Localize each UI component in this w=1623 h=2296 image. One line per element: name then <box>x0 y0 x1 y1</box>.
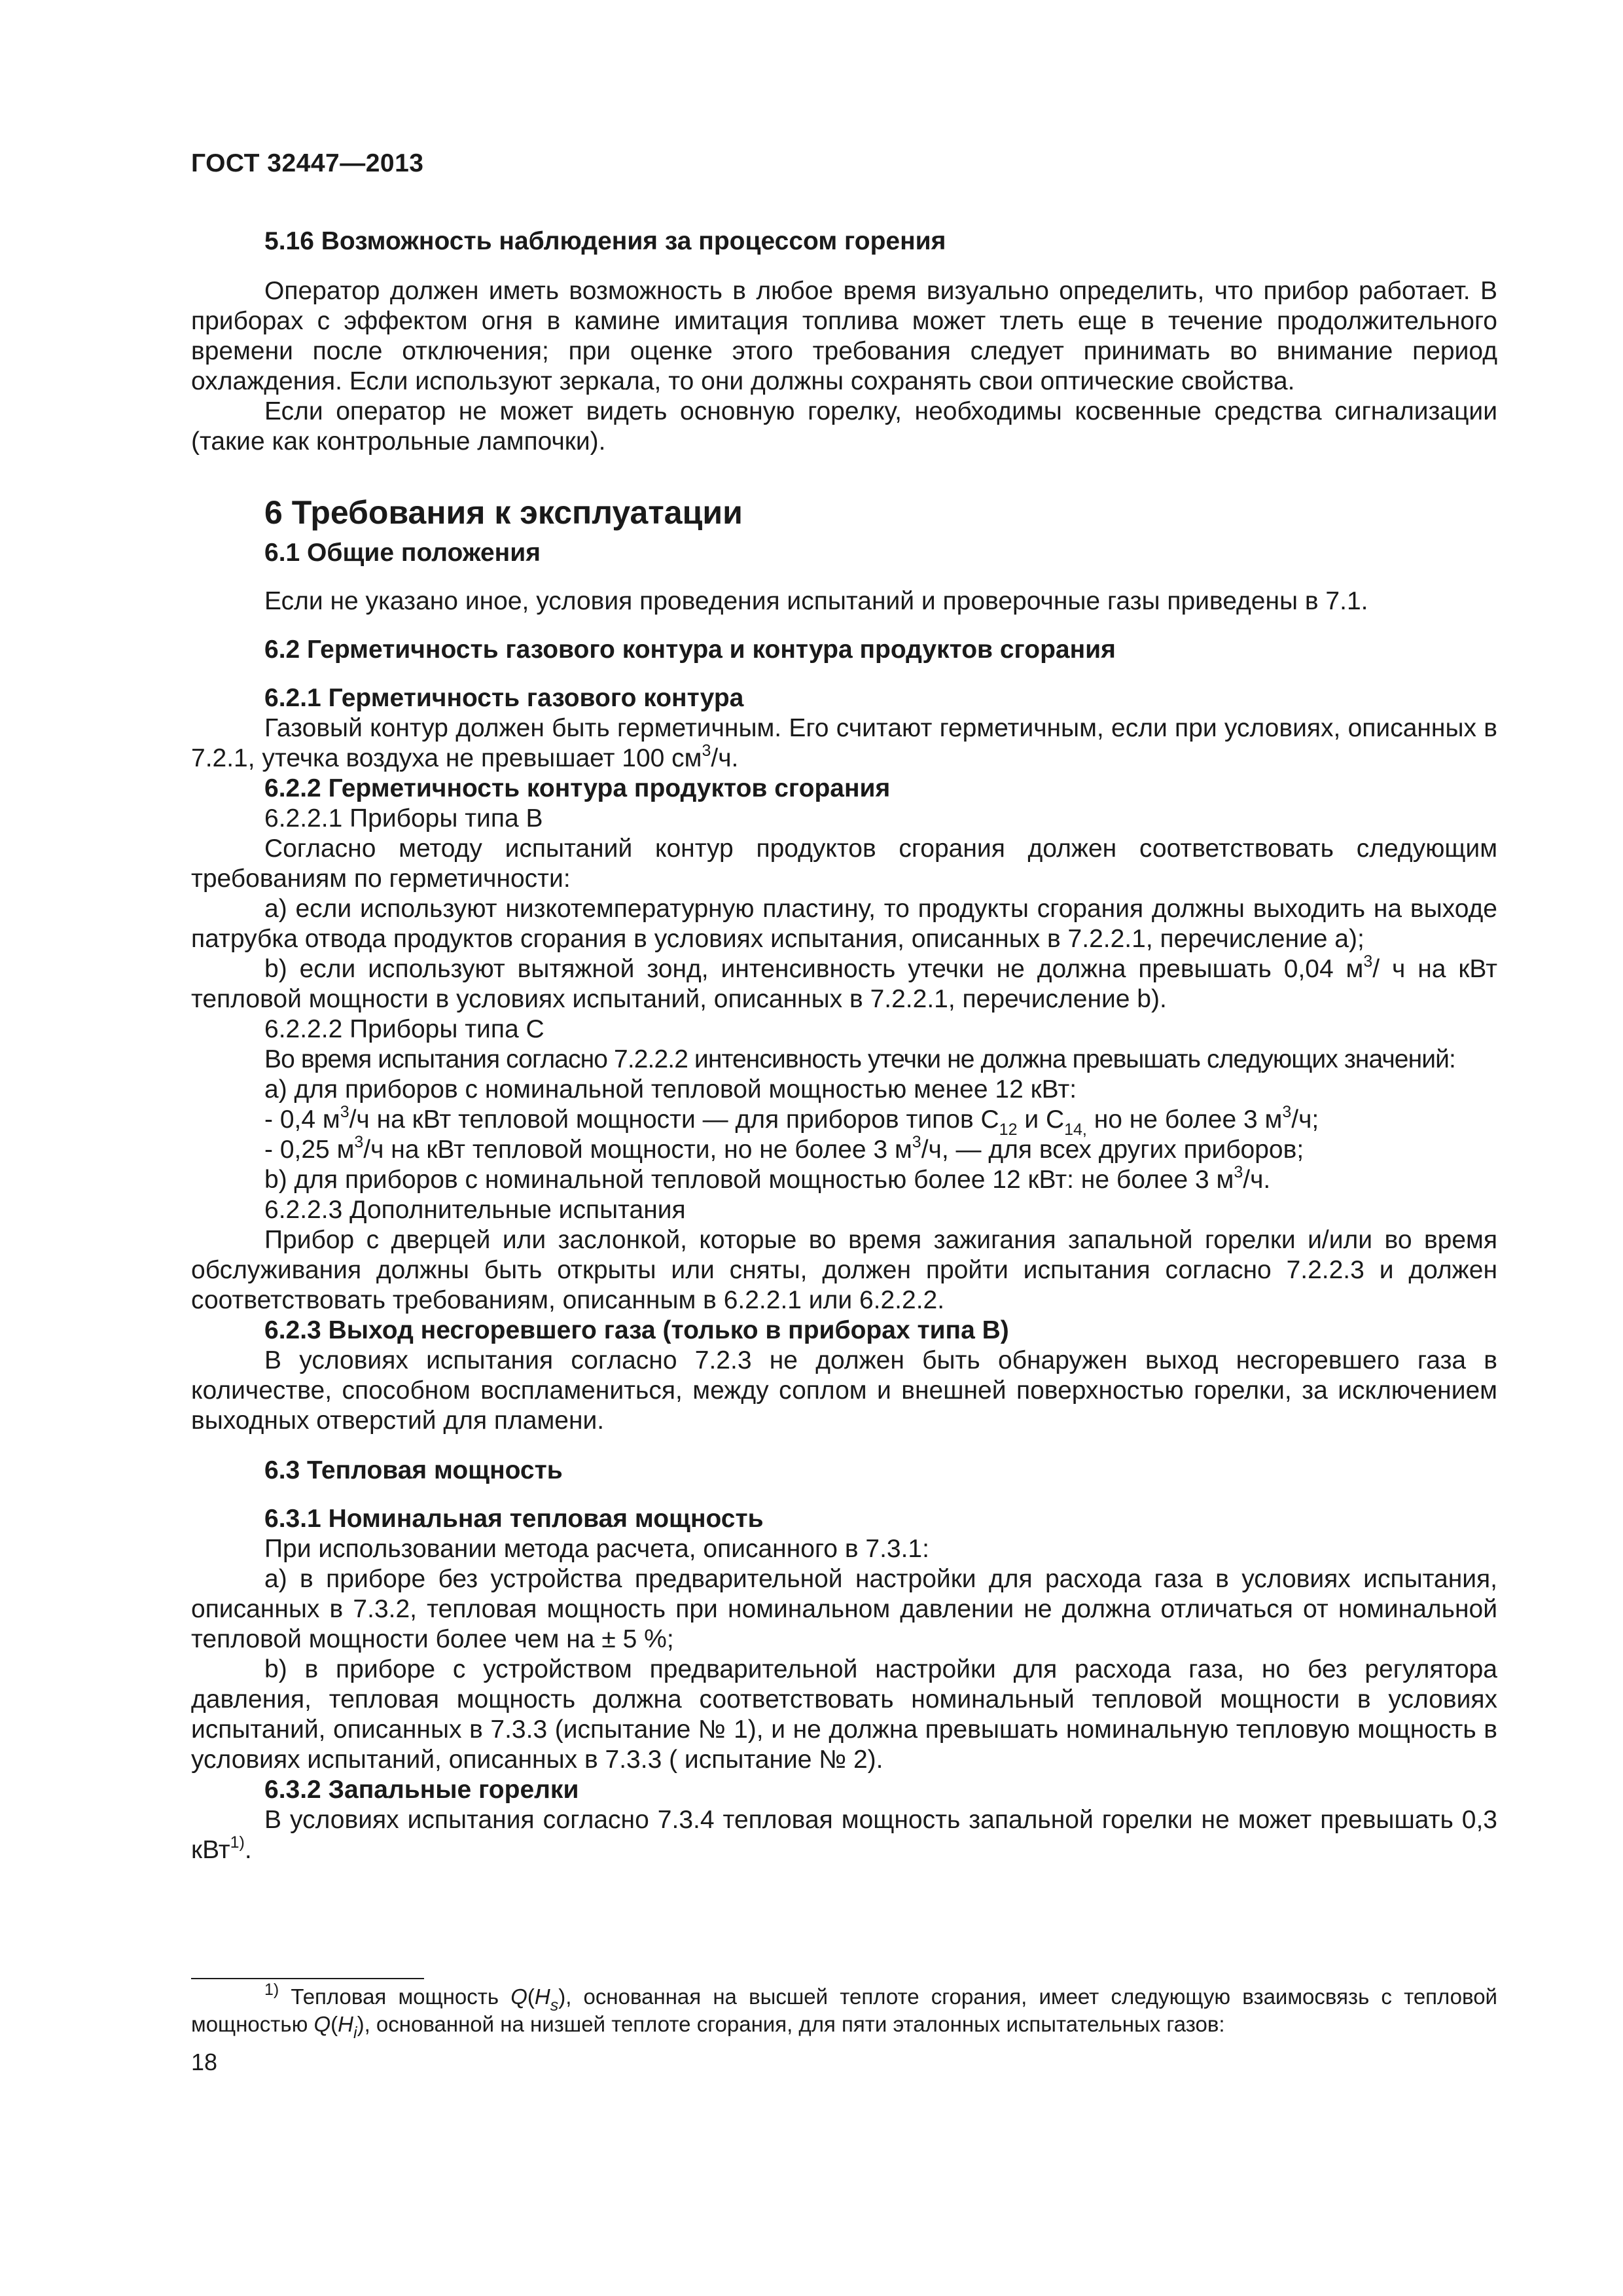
paragraph: Согласно методу испытаний контур продуктов сгорания должен соответствовать следующим требованиям по герметичности: <box>191 834 1497 893</box>
page-number: 18 <box>191 2049 218 2075</box>
list-item: а) для приборов с номинальной тепловой мощностью менее 12 кВт: <box>264 1075 1077 1103</box>
list-item: b) если используют вытяжной зонд, интенсивность утечки не должна превышать 0,04 $м^3/$ ч на кВт тепловой мощности в условиях испытаний, описанных в 7.2.2.1, перечисление b). <box>191 952 1497 1013</box>
subsection-title: 6.2.3 Выход несгоревшего газа (только в приборах типа В) <box>264 1316 1009 1344</box>
list-item: a) если используют низкотемпературную пластину, то продукты сгорания должны выходить на выходе патрубка отвода продуктов сгорания в условиях испытания, описанных в 7.2.2.1, перечисление а); <box>191 895 1497 953</box>
footnote: $^{1)}$ Тепловая мощность $Q(H_s)$, основанная на высшей теплоте сгорания, имеет следующую взаимосвязь с тепловой мощностью $Q(H_i)$, основанной на низшей теплоте сгорания, для пяти эталонных испытательных газов: <box>191 1981 1497 2042</box>
subsection-title: 6.3.2 Запальные горелки <box>264 1776 579 1804</box>
subsection-title: 6.2.1 Герметичность газового контура <box>264 684 744 712</box>
section-5-16 <box>191 226 1497 457</box>
paragraph: При использовании метода расчета, описанного в 7.3.1: <box>264 1535 929 1563</box>
footnote-divider <box>191 1978 424 1979</box>
clause-title: 6.2.2.2 Приборы типа С <box>264 1015 544 1043</box>
paragraph: В условиях испытания согласно 7.2.3 не должен быть обнаружен выход несгоревшего газа в количестве, способном воспламениться, между соплом и внешней поверхностью горелки, за исключением выходных отверстий для пламени. <box>191 1346 1497 1435</box>
subsection-title: 6.2.2 Герметичность контура продуктов сгорания <box>264 774 891 802</box>
list-item: b) для приборов с номинальной тепловой мощностью более 12 кВт: не более 3 $м^3/ч$. <box>264 1163 1271 1194</box>
paragraph: Если оператор не может видеть основную горелку, необходимы косвенные средства сигнализации (такие как контрольные лампочки). <box>191 397 1497 456</box>
dash-item: - 0,4 $м^3/ч$ на кВт тепловой мощности — для приборов типов $С_{12}$ и $С_{14,}$ но не более 3 $м^3/ч$; <box>264 1103 1319 1139</box>
dash-item: - 0,25 $м^3/ч$ на кВт тепловой мощности, но не более 3 $м^3/ч$, — для всех других приборов; <box>264 1133 1304 1164</box>
subsection-title: 6.3.1 Номинальная тепловая мощность <box>264 1505 764 1533</box>
section-title: 6.1 Общие положения <box>264 539 541 567</box>
paragraph: Газовый контур должен быть герметичным. Его считают герметичным, если при условиях, описанных в 7.2.1, утечка воздуха не превышает 100 $см^3/ч$. <box>191 714 1497 772</box>
footnote-mark: 1) <box>264 1981 279 1999</box>
clause-title: 6.2.2.1 Приборы типа В <box>264 804 543 833</box>
paragraph: В условиях испытания согласно 7.3.4 тепловая мощность запальной горелки не может превышать 0,3 кВт$^{1)}$. <box>191 1806 1497 1864</box>
list-item: а) в приборе без устройства предварительной настройки для расхода газа в условиях испытания, описанных в 7.3.2, тепловая мощность при номинальном давлении не должна отличаться от номинальной тепловой мощности более чем на ± 5 %; <box>191 1565 1497 1653</box>
document-header: ГОСТ 32447—2013 <box>191 149 424 177</box>
paragraph: Прибор с дверцей или заслонкой, которые во время зажигания запальной горелки и/или во время обслуживания должны быть открыты или сняты, должен пройти испытания согласно 7.2.2.3 и должен соответствовать требованиям, описанным в 6.2.2.1 или 6.2.2.2. <box>191 1226 1497 1314</box>
clause-title: 6.2.2.3 Дополнительные испытания <box>264 1196 686 1224</box>
chapter-title: 6 Требования к эксплуатации <box>264 494 743 531</box>
list-item: b) в приборе с устройством предварительной настройки для расхода газа, но без регулятора давления, тепловая мощность должна соответствовать номинальный тепловой мощности в условиях испытаний, описанных в 7.3.3 (испытание № 1), и не должна превышать номинальную тепловую мощность в условиях испытаний, описанных в 7.3.3 ( испытание № 2). <box>191 1655 1497 1774</box>
paragraph: Оператор должен иметь возможность в любое время визуально определить, что прибор работает. В приборах с эффектом огня в камине имитация топлива может тлеть еще в течение продолжительного времени после отключения; при оценке этого требования следует принимать во внимание период охлаждения. Если используют зеркала, то они должны сохранять свои оптические свойства. <box>191 277 1497 395</box>
paragraph: Во время испытания согласно 7.2.2.2 интенсивность утечки не должна превышать следующих значений: <box>264 1045 1455 1073</box>
paragraph: Если не указано иное, условия проведения испытаний и проверочные газы приведены в 7.1. <box>264 587 1368 615</box>
section-6 <box>191 494 1497 1865</box>
section-title: 6.3 Тепловая мощность <box>264 1456 563 1484</box>
section-title: 5.16 Возможность наблюдения за процессом горения <box>264 227 946 255</box>
section-title: 6.2 Герметичность газового контура и контура продуктов сгорания <box>264 636 1116 664</box>
